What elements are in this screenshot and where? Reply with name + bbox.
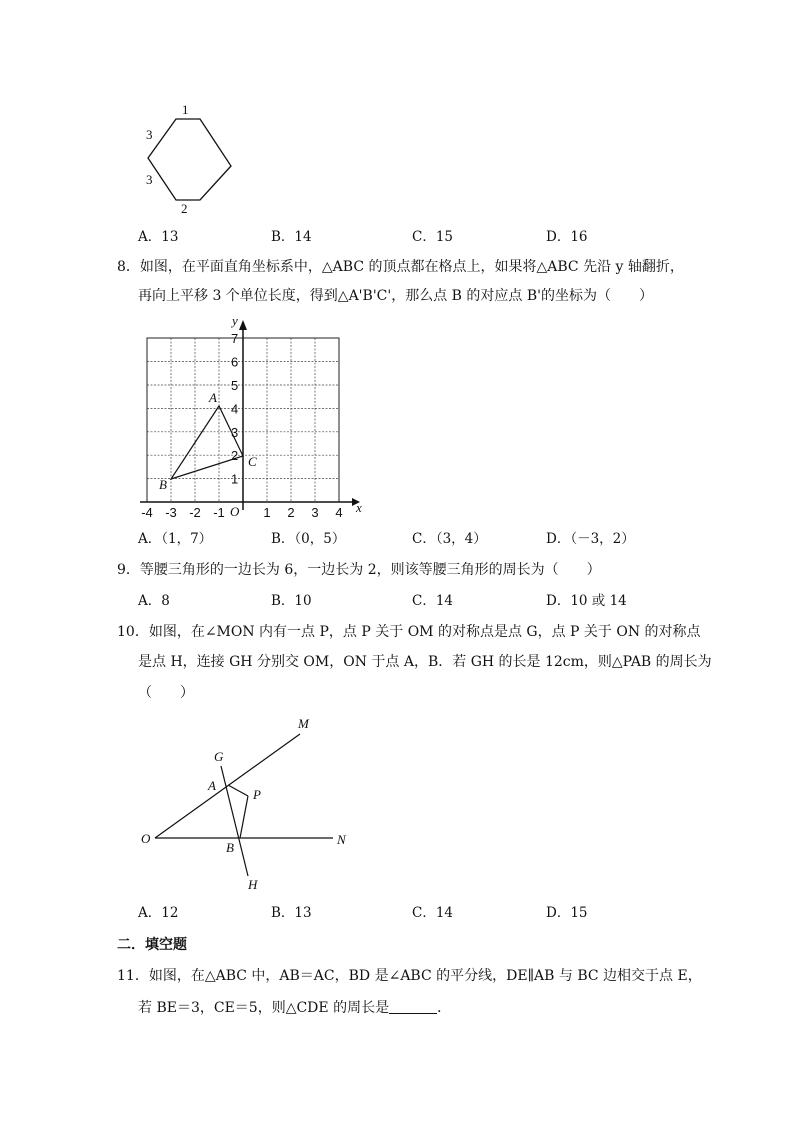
y-tick-label: 5 bbox=[231, 378, 239, 393]
y-tick-label: 7 bbox=[231, 331, 239, 347]
q11-stem-line1: 11．如图，在△ABC 中，AB＝AC，BD 是∠ABC 的平分线，DE∥AB 与 BC 边相交于点 E， bbox=[117, 968, 702, 984]
q11-stem-line2-end: ． bbox=[437, 1000, 452, 1016]
y-tick-label: 4 bbox=[231, 401, 239, 417]
label-p: P bbox=[253, 787, 261, 802]
label-o: O bbox=[141, 831, 151, 846]
x-tick-labels bbox=[141, 505, 342, 520]
q10-option-c: C．14 bbox=[412, 905, 454, 921]
hexagon-side-bottom-label: 2 bbox=[181, 201, 188, 216]
q10-stem-line1: 10．如图，在∠MON 内有一点 P，点 P 关于 OM 的对称点是点 G，点 P 关于 ON 的对称点 bbox=[117, 624, 701, 640]
x-tick-label: -3 bbox=[165, 505, 177, 520]
q8-option-a: A．（1，7） bbox=[138, 531, 213, 547]
point-a-label: A bbox=[209, 390, 217, 405]
q7-option-c: C．15 bbox=[412, 229, 454, 245]
label-b: B bbox=[226, 840, 234, 855]
label-a: A bbox=[208, 778, 216, 793]
q10-option-a: A．12 bbox=[138, 905, 179, 921]
origin-label: O bbox=[230, 504, 240, 519]
q8-stem-line2: 再向上平移 3 个单位长度，得到△A'B'C'，那么点 B 的对应点 B'的坐标为（ ） bbox=[138, 288, 654, 304]
label-n: N bbox=[337, 832, 346, 847]
y-axis-arrow bbox=[239, 320, 247, 330]
label-g: G bbox=[214, 749, 224, 764]
x-tick-label: -1 bbox=[213, 505, 225, 520]
x-axis-label: x bbox=[356, 500, 362, 515]
x-tick-label: 1 bbox=[263, 505, 271, 520]
point-c-label: C bbox=[248, 454, 257, 469]
q7-option-d: D．16 bbox=[546, 229, 588, 245]
segment-gh bbox=[221, 766, 248, 876]
y-tick-label: 2 bbox=[231, 448, 239, 464]
q8-option-c: C．（3，4） bbox=[412, 531, 487, 547]
y-axis-label: y bbox=[232, 313, 238, 328]
y-tick-label: 1 bbox=[231, 471, 239, 487]
q10-stem-line3: （ ） bbox=[138, 685, 194, 701]
q8-option-d: D．（－3，2） bbox=[546, 531, 635, 547]
q9-option-b: B．10 bbox=[271, 593, 312, 609]
q8-option-b: B．（0，5） bbox=[271, 531, 346, 547]
q11-answer-blank bbox=[389, 999, 437, 1014]
angle-mon-figure bbox=[135, 712, 355, 894]
x-tick-label: 3 bbox=[311, 505, 319, 520]
q10-option-d: D．15 bbox=[546, 905, 588, 921]
q9-stem: 9．等腰三角形的一边长为 6，一边长为 2，则该等腰三角形的周长为（ ） bbox=[117, 562, 601, 578]
x-tick-label: -4 bbox=[141, 505, 153, 520]
hexagon-shape bbox=[148, 119, 231, 200]
hexagon-figure bbox=[130, 98, 240, 218]
y-tick-labels bbox=[231, 331, 238, 486]
q7-option-b: B．14 bbox=[271, 229, 312, 245]
q8-stem-line1: 8．如图，在平面直角坐标系中，△ABC 的顶点都在格点上，如果将△ABC 先沿 y 轴翻折， bbox=[117, 259, 684, 275]
x-tick-label: 4 bbox=[335, 505, 343, 520]
q10-stem-line2: 是点 H，连接 GH 分别交 OM，ON 于点 A，B．若 GH 的长是 12cm，则△PAB 的周长为 bbox=[138, 654, 712, 670]
triangle-abc bbox=[171, 406, 243, 479]
label-h: H bbox=[248, 877, 258, 892]
q10-option-b: B．13 bbox=[271, 905, 312, 921]
q9-option-c: C．14 bbox=[412, 593, 454, 609]
hexagon-side-upper-left-label: 3 bbox=[146, 127, 153, 142]
hexagon-side-top-label: 1 bbox=[182, 102, 189, 117]
point-b-label: B bbox=[159, 477, 167, 492]
label-m: M bbox=[298, 716, 309, 731]
q9-option-a: A．8 bbox=[138, 593, 170, 609]
ray-om bbox=[155, 734, 300, 838]
q9-option-d: D．10 或 14 bbox=[546, 593, 627, 609]
q11-stem-line2-text: 若 BE＝3，CE＝5，则△CDE 的周长是 bbox=[138, 1000, 390, 1016]
y-tick-label: 6 bbox=[231, 354, 239, 370]
y-tick-label: 3 bbox=[231, 424, 239, 440]
segment-pb bbox=[240, 796, 248, 838]
coordinate-grid-figure bbox=[130, 310, 370, 525]
q7-option-a: A．13 bbox=[138, 229, 179, 245]
section-fill-in-title: 二．填空题 bbox=[117, 937, 187, 953]
segment-pa bbox=[228, 785, 248, 796]
hexagon-side-lower-left-label: 3 bbox=[146, 172, 153, 187]
x-tick-label: 2 bbox=[287, 505, 295, 520]
q11-stem-line2 bbox=[138, 998, 451, 1018]
x-tick-label: -2 bbox=[189, 505, 201, 520]
